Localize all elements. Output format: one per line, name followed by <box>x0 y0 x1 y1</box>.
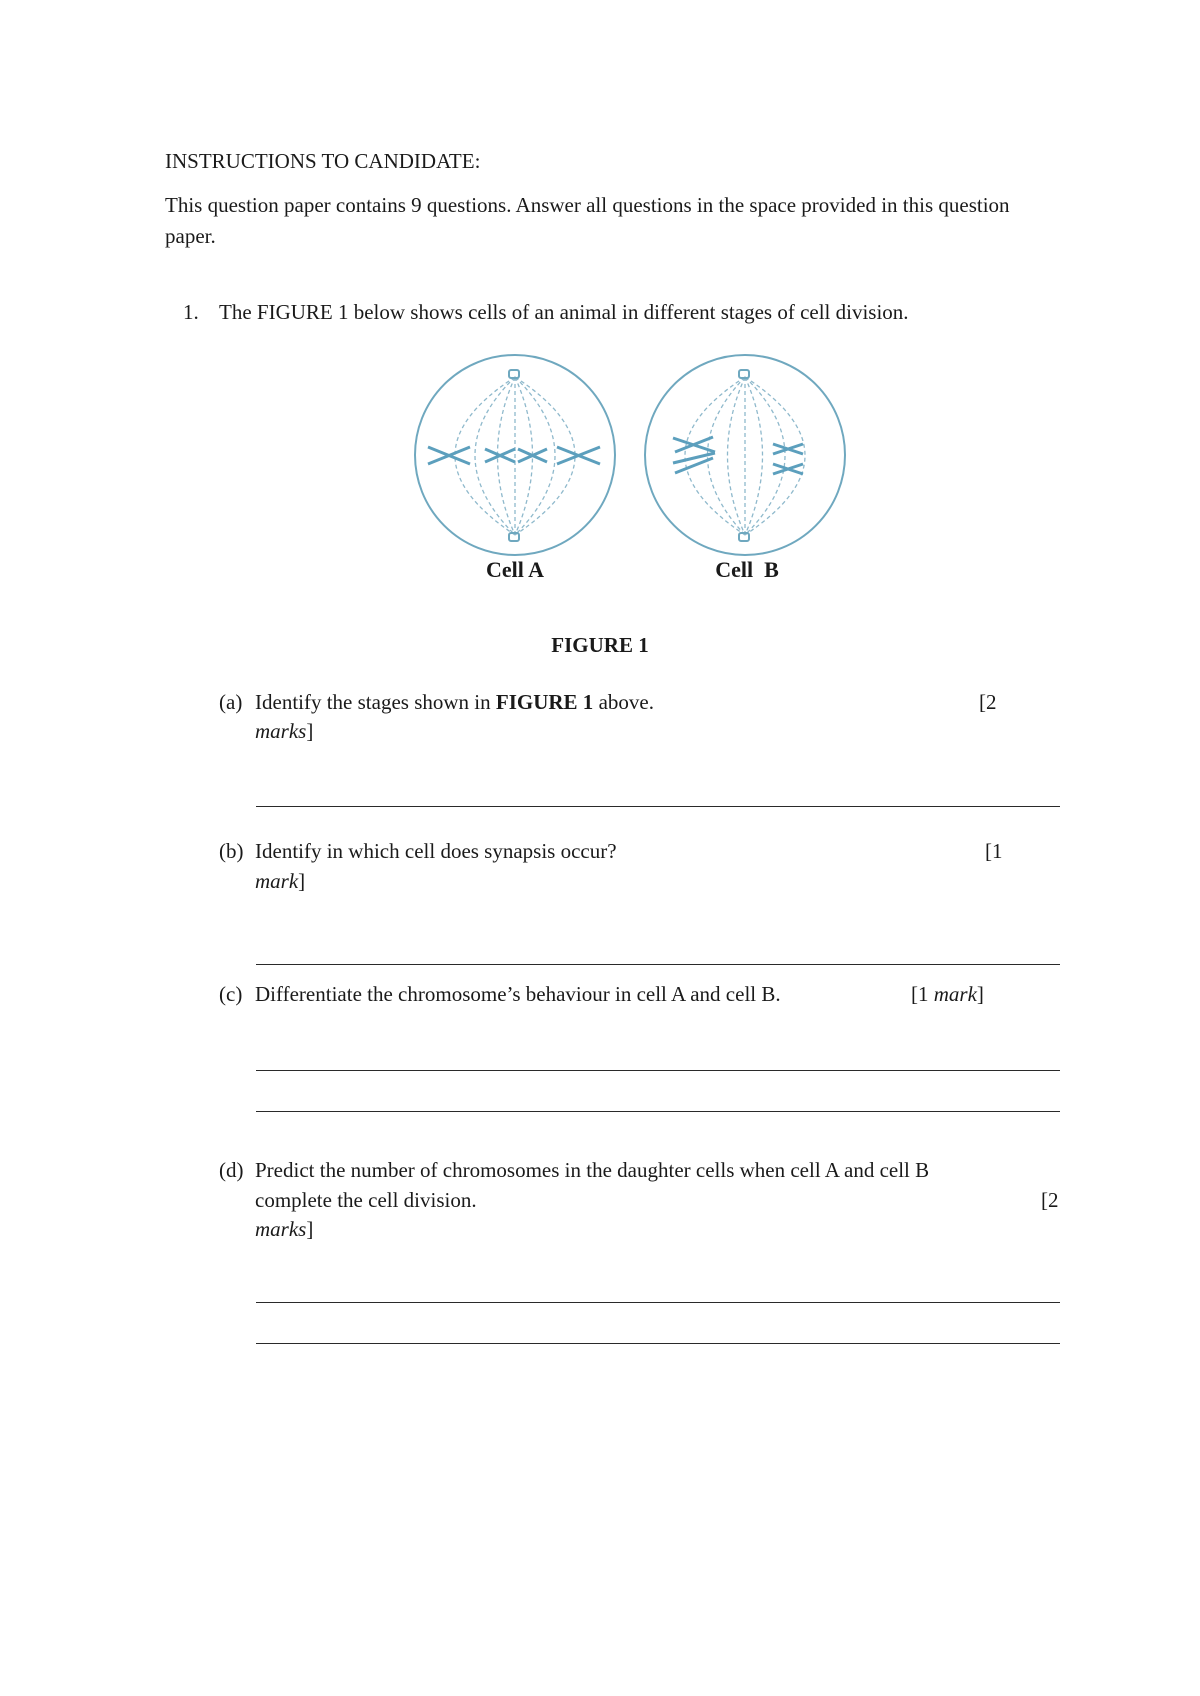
part-a-label: (a) <box>219 690 243 714</box>
answer-line-c2[interactable] <box>256 1111 1060 1112</box>
answer-line-a1[interactable] <box>256 806 1060 807</box>
cell-a-diagram <box>415 355 615 555</box>
part-c-label: (c) <box>219 982 243 1006</box>
figure-caption: FIGURE 1 <box>551 633 649 657</box>
question-number: 1. <box>183 300 199 324</box>
figure-cell-division <box>375 340 895 600</box>
part-a-marks-word: marks] <box>255 719 314 743</box>
part-c-question: Differentiate the chromosome’s behaviour in cell A and cell B. <box>255 982 781 1006</box>
part-b-label: (b) <box>219 839 244 863</box>
part-b-marks-word: mark] <box>255 869 306 893</box>
part-c-marks: [1 mark] <box>911 982 984 1006</box>
part-a-question: Identify the stages shown in FIGURE 1 above. <box>255 690 654 714</box>
instructions-text: This question paper contains 9 questions. Answer all questions in the space provided in this question paper. <box>165 193 1010 248</box>
part-d-marks-open: [2 <box>1041 1188 1059 1212</box>
cell-b-diagram <box>645 355 845 555</box>
answer-line-b1[interactable] <box>256 964 1060 965</box>
part-a-marks-open: [2 <box>979 690 997 714</box>
part-d-label: (d) <box>219 1158 244 1182</box>
part-b-marks-open: [1 <box>985 839 1003 863</box>
part-d-marks-word: marks] <box>255 1217 314 1241</box>
part-d-question-line1: Predict the number of chromosomes in the daughter cells when cell A and cell B <box>255 1158 930 1182</box>
answer-line-c1[interactable] <box>256 1070 1060 1071</box>
cell-a-label: Cell A <box>485 557 545 582</box>
answer-line-d1[interactable] <box>256 1302 1060 1303</box>
question-stem: The FIGURE 1 below shows cells of an animal in different stages of cell division. <box>219 300 909 324</box>
answer-line-d2[interactable] <box>256 1343 1060 1344</box>
part-d-question-line2: complete the cell division. <box>255 1188 477 1212</box>
instructions-heading: INSTRUCTIONS TO CANDIDATE: <box>165 149 481 173</box>
part-b-question: Identify in which cell does synapsis occur? <box>255 839 617 863</box>
cell-b-label: Cell B <box>715 557 779 582</box>
